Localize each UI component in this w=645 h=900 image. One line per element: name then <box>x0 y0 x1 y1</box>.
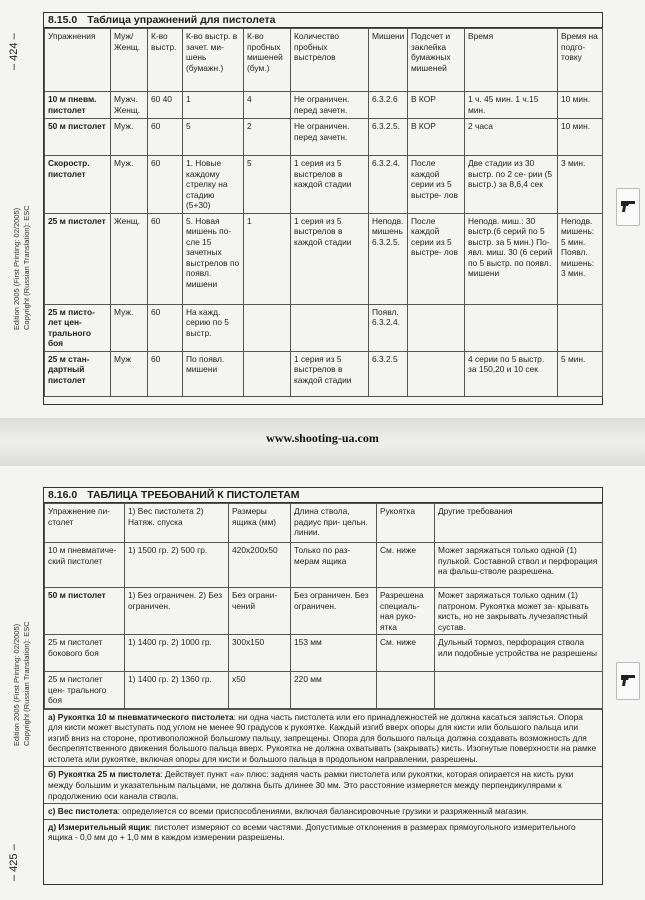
table-cell: Разрешена специаль- ная руко- ятка <box>377 588 435 635</box>
exercise-name-cell: 10 м пневм. пистолет <box>45 92 111 119</box>
table-cell <box>377 672 435 709</box>
note-label: с) Вес пистолета <box>48 806 118 817</box>
table-cell: Женщ. <box>111 213 148 304</box>
table-row <box>45 304 603 351</box>
table-row <box>45 635 603 672</box>
section-header <box>44 488 602 503</box>
note-text: : определяется со всеми приспособлениями, включая балансировочные грузики и разряженный магазин. <box>117 806 529 817</box>
table-cell: Муж <box>111 351 148 396</box>
table-cell: 4 <box>244 92 291 119</box>
note-label: а) Рукоятка 10 м пневматического пистолета <box>48 711 234 722</box>
table-cell: Появл. 6.3.2.4. <box>369 304 408 351</box>
column-header: Длина ствола, радиус при- цельн. линии. <box>291 504 377 543</box>
page-number: – 425 – <box>8 844 20 881</box>
table-cell: См. ниже <box>377 635 435 672</box>
table-row <box>45 351 603 396</box>
table-cell: 6.3.2.5. <box>369 119 408 156</box>
exercise-name-cell: 25 м пистолет бокового боя <box>45 635 125 672</box>
table-cell: См. ниже <box>377 543 435 588</box>
table-cell: 60 <box>148 351 183 396</box>
note-item <box>44 819 602 845</box>
table-cell: Две стадии из 30 выстр. по 2 се- рии (5 выстр.) за 8,6,4 сек <box>465 156 558 214</box>
table-cell: 1 серия из 5 выстрелов в каждой стадии <box>291 213 369 304</box>
table-cell: 5 <box>183 119 244 156</box>
note-label: б) Рукоятка 25 м пистолета <box>48 769 161 780</box>
column-header: 1) Вес пистолета 2) Натяж. спуска <box>125 504 229 543</box>
table-cell <box>558 304 603 351</box>
note-item <box>44 803 602 819</box>
table-cell <box>244 304 291 351</box>
column-header: Упражнения <box>45 29 111 92</box>
table-cell: 2 часа <box>465 119 558 156</box>
table-cell: Может заряжаться только одним (1) патроном. Рукоятка может за- крывать кисть, но не закрывать лучезапястный сустав. <box>435 588 603 635</box>
exercise-name-cell: 50 м пистолет <box>45 119 111 156</box>
table-cell: Дульный тормоз, перфорация ствола или подобные устройства не разрешены <box>435 635 603 672</box>
exercise-table-box <box>43 12 603 405</box>
table-cell <box>291 304 369 351</box>
column-header: Количество пробных выстрелов <box>291 29 369 92</box>
page-number: – 424 – <box>8 33 20 70</box>
table-cell: После каждой серии из 5 выстре- лов <box>408 213 465 304</box>
table-cell: Муж. <box>111 119 148 156</box>
table-cell <box>408 351 465 396</box>
table-cell: На кажд. серию по 5 выстр. <box>183 304 244 351</box>
table-cell: Может заряжаться только одной (1) пулькой. Составной ствол и перфорация на фальш-стволе разрешена. <box>435 543 603 588</box>
table-cell: 1. Новые каждому стрелку на стадию (5+30) <box>183 156 244 214</box>
exercise-name-cell: 25 м стан- дартный пистолет <box>45 351 111 396</box>
table-cell: По появл. мишени <box>183 351 244 396</box>
table-cell: Неподв. мишень 6.3.2.5. <box>369 213 408 304</box>
table-cell: 1) 1400 гр. 2) 1360 гр. <box>125 672 229 709</box>
table-cell: 5 мин. <box>558 351 603 396</box>
table-cell: 60 <box>148 304 183 351</box>
table-cell: 2 <box>244 119 291 156</box>
table-cell: Не ограничен. перед зачетн. <box>291 92 369 119</box>
watermark-url: www.shooting-ua.com <box>266 431 379 445</box>
column-header: Время на подго- товку <box>558 29 603 92</box>
exercise-name-cell: Скоростр. пистолет <box>45 156 111 214</box>
table-cell: 1) Без ограничен. 2) Без ограничен. <box>125 588 229 635</box>
table-cell: Не ограничен. перед зачетн. <box>291 119 369 156</box>
top-page <box>0 0 645 418</box>
section-number: 8.16.0 <box>48 489 78 501</box>
table-cell: 420x200x50 <box>229 543 291 588</box>
table-row <box>45 119 603 156</box>
section-title: Таблица упражнений для пистолета <box>87 14 276 26</box>
table-cell <box>435 672 603 709</box>
table-row <box>45 156 603 214</box>
table-cell: 1) 1400 гр. 2) 1000 гр. <box>125 635 229 672</box>
table-cell: x50 <box>229 672 291 709</box>
table-cell <box>465 304 558 351</box>
table-cell: 60 40 <box>148 92 183 119</box>
table-cell: Муж. <box>111 304 148 351</box>
edition-text: Edition 2005 (First Printing: 02/2005) <box>12 623 21 746</box>
edition-text: Edition 2005 (First Printing: 02/2005) <box>12 207 21 330</box>
table-row <box>45 672 603 709</box>
table-cell: Неподв. миш.: 30 выстр.(6 серий по 5 выстр. за 5 мин.) По- явл. миш. 30 (6 серий по 5 выстр. по появл. мишени <box>465 213 558 304</box>
copyright-text: Copyright (Russian Translation): ESC <box>22 205 31 330</box>
table-cell: 5 <box>244 156 291 214</box>
table-cell: 6.3.2.4. <box>369 156 408 214</box>
column-header: Время <box>465 29 558 92</box>
notes-section <box>44 709 602 846</box>
exercise-table <box>44 28 603 397</box>
table-cell <box>244 351 291 396</box>
table-cell: В КОР <box>408 92 465 119</box>
exercise-name-cell: 25 м пистолет <box>45 213 111 304</box>
table-cell: 1) 1500 гр. 2) 500 гр. <box>125 543 229 588</box>
table-cell: 153 мм <box>291 635 377 672</box>
exercise-name-cell: 25 м писто- лет цен- трального боя <box>45 304 111 351</box>
table-cell: 1 ч. 45 мин. 1 ч.15 мин. <box>465 92 558 119</box>
exercise-name-cell: 10 м пневматиче- ский пистолет <box>45 543 125 588</box>
table-cell: 1 серия из 5 выстрелов в каждой стадии <box>291 351 369 396</box>
column-header: Упражнение пи- столет <box>45 504 125 543</box>
table-cell: Без ограни- чений <box>229 588 291 635</box>
column-header: Подсчет и заклейка бумажных мишеней <box>408 29 465 92</box>
section-header <box>44 13 602 28</box>
table-cell: 4 серии по 5 выстр. за 150,20 и 10 сек <box>465 351 558 396</box>
table-cell: 60 <box>148 213 183 304</box>
table-cell: Только по раз- мерам ящика <box>291 543 377 588</box>
table-cell: 300x150 <box>229 635 291 672</box>
table-cell: 60 <box>148 156 183 214</box>
table-cell: Неподв. мишень: 5 мин. Появл. мишень: 3 мин. <box>558 213 603 304</box>
column-header: К-во пробных мишеней (бум.) <box>244 29 291 92</box>
header-row <box>45 29 603 92</box>
note-text: : Действует пункт «а» плюс: задняя часть рамки пистолета или рукоятки, которая опирается на кисть руки между большим и указательным пальцами, не должна быть длинее 30 мм. Это расстояние измеряется между перпендикулярами к продолжению оси канала ствола. <box>48 769 574 801</box>
table-cell: 6.3.2.5 <box>369 351 408 396</box>
section-title: ТАБЛИЦА ТРЕБОВАНИЙ К ПИСТОЛЕТАМ <box>87 489 300 501</box>
exercise-name-cell: 25 м пистолет цен- трального боя <box>45 672 125 709</box>
table-cell: Без ограничен. Без ограничен. <box>291 588 377 635</box>
requirements-table <box>44 503 603 709</box>
table-cell <box>408 304 465 351</box>
note-item <box>44 709 602 767</box>
table-cell: После каждой серии из 5 выстре- лов <box>408 156 465 214</box>
table-cell: 1 <box>183 92 244 119</box>
header-row <box>45 504 603 543</box>
table-cell: 3 мин. <box>558 156 603 214</box>
column-header: Муж/ Женщ. <box>111 29 148 92</box>
table-cell: 10 мин. <box>558 119 603 156</box>
table-row <box>45 213 603 304</box>
note-text: : пистолет измеряют со всеми частями. Допустимые отклонения в размерах прямоугольного измерительного ящика - 0,0 мм до + 1,0 мм в каждом измерении разрешены. <box>48 821 576 843</box>
column-header: Другие требования <box>435 504 603 543</box>
column-header: Размеры ящика (мм) <box>229 504 291 543</box>
table-cell: 60 <box>148 119 183 156</box>
pistol-icon <box>616 188 640 226</box>
table-cell: 10 мин. <box>558 92 603 119</box>
table-row <box>45 543 603 588</box>
note-item <box>44 766 602 803</box>
exercise-name-cell: 50 м пистолет <box>45 588 125 635</box>
pistol-icon <box>616 662 640 700</box>
note-label: д) Измерительный ящик <box>48 821 150 832</box>
column-header: Мишени <box>369 29 408 92</box>
table-cell: Мужч. Женщ. <box>111 92 148 119</box>
table-cell: 6.3.2.6 <box>369 92 408 119</box>
table-row <box>45 588 603 635</box>
table-cell: 5. Новая мишень по- сле 15 зачетных выстрелов по появл. мишени <box>183 213 244 304</box>
table-cell: Муж. <box>111 156 148 214</box>
requirements-table-box <box>43 487 603 885</box>
section-number: 8.15.0 <box>48 14 78 26</box>
table-row <box>45 92 603 119</box>
column-header: Рукоятка <box>377 504 435 543</box>
table-cell: 1 <box>244 213 291 304</box>
column-header: К-во выстр. в зачет. ми- шень (бумажн.) <box>183 29 244 92</box>
copyright-text: Copyright (Russian Translation): ESC <box>22 621 31 746</box>
table-cell: 1 серия из 5 выстрелов в каждой стадии <box>291 156 369 214</box>
table-cell: В КОР <box>408 119 465 156</box>
table-cell: 220 мм <box>291 672 377 709</box>
column-header: К-во выстр. <box>148 29 183 92</box>
note-text: : ни одна часть пистолета или его принадлежностей не должна касаться запястья. Опора для кисти может выступать под углом не менее 90 градусов к рукоятке. Каждый изгиб вверх опоры для кисти или большого пальца или изгиб вниз на стороне, противоположной большому пальцу, запрещены. Опора для большого пальца должна создавать возможность для беспрепятственного движения большого пальца вверх. Рукоятка не должна охватывать (закрывать) кисть. Изогнутые поверхности на рамке истолета или рукоятке, включая опоры для кисти и большого пальца в продольном направлении, разрешены. <box>48 711 597 764</box>
